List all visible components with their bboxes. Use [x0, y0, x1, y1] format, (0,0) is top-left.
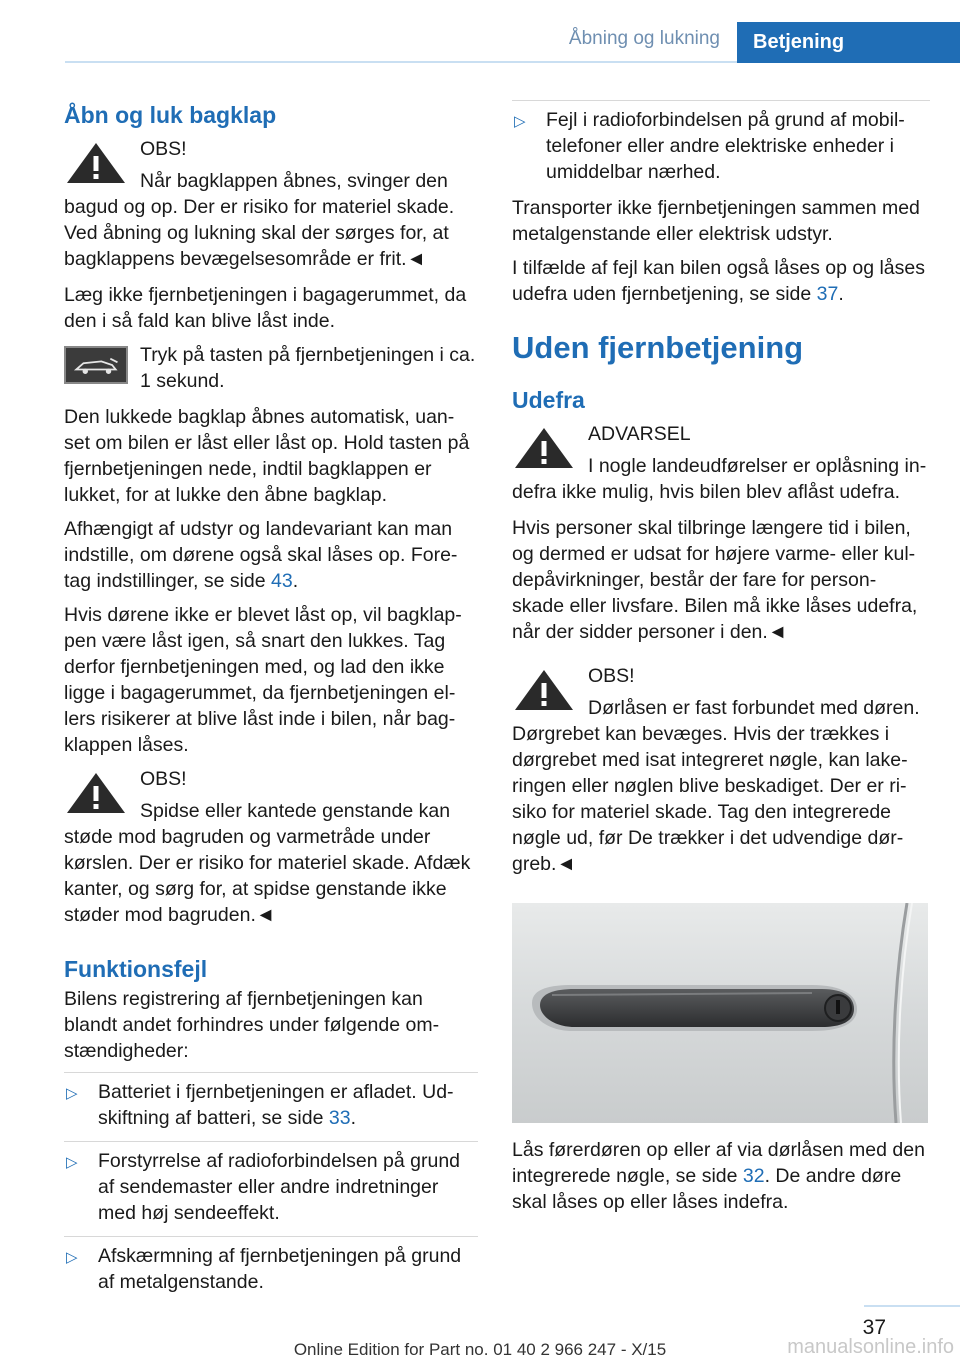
page-number: 37	[862, 1316, 886, 1339]
bullet-list	[64, 1072, 478, 1295]
paragraph: Læg ikke fjernbetjeningen i bagagerummet, da den i så fald kan blive låst inde.	[64, 284, 467, 332]
heading-udefra: Udefra	[512, 387, 585, 413]
paragraph: Afhængigt af udstyr og landevariant kan man indstille, om dørene også skal låses op. Fore‐ tag indstillinger, se side 43.	[64, 518, 458, 592]
bullet-triangle-icon: ▷	[66, 1085, 78, 1102]
warning-box	[512, 421, 930, 505]
notice-first-line: Dørlåsen er fast forbundet med døren.	[588, 697, 920, 719]
notice-title: OBS!	[588, 665, 635, 687]
left-column	[64, 100, 478, 1305]
list-item: ▷ Afskærmning af fjernbetjeningen på grund af metalgenstande.	[64, 1236, 478, 1295]
list-item: ▷ Fejl i radioforbindelsen på grund af mobil‐ telefoner eller andre elektriske enheder i umiddelbar nærhed.	[512, 100, 930, 185]
paragraph: Transporter ikke fjernbetjeningen sammen med metalgenstande eller elektrisk udstyr.	[512, 197, 920, 245]
door-handle-image	[512, 903, 928, 1123]
bullet-list	[512, 100, 930, 185]
notice-title: OBS!	[140, 768, 187, 790]
warning-title: ADVARSEL	[588, 423, 691, 445]
paragraph: Hvis dørene ikke er blevet låst op, vil bagklap‐ pen være låst igen, så snart den lukkes. Tag derfor fjernbetjeningen med, og lad den ikke ligge i bagagerummet, da fjernbetjeningen el‐ lers risikerer at blive låst inde i bilen, når bag‐ klappen låses.	[64, 604, 462, 756]
notice-box	[512, 663, 930, 877]
remote-instruction-text: Tryk på tasten på fjernbetjeningen i ca. 1 sekund.	[140, 344, 476, 392]
notice-box	[64, 136, 478, 272]
warning-text: defra ikke mulig, hvis bilen blev aflåst udefra.	[512, 481, 901, 503]
notice-text: Dørgrebet kan bevæges. Hvis der trækkes i dørgrebet med isat integreret nøgle, kan lake‐ ringen eller nøglen blive beskadiget. Der er ri‐ siko for materiel skade. Tag den integrerede nøgle ud, før De trækker i det udvendige dør‐ greb.◄	[512, 723, 908, 875]
warning-icon	[64, 770, 128, 816]
heading-uden-fjernbetjening: Uden fjernbetjening	[512, 330, 804, 365]
heading-bagklap: Åbn og luk bagklap	[64, 102, 277, 128]
bullet-triangle-icon: ▷	[66, 1154, 78, 1171]
warning-icon	[512, 667, 576, 713]
footer-edition: Online Edition for Part no. 01 40 2 966 247 - X/15	[293, 1340, 667, 1359]
bullet-triangle-icon: ▷	[514, 113, 526, 130]
paragraph: Den lukkede bagklap åbnes automatisk, uan‐ set om bilen er låst eller låst op. Hold tasten på fjernbetjeningen nede, indtil bagklappen er lukket, for at lukke den åbne bagklap.	[64, 406, 470, 506]
warning-first-line: I nogle landeudførelser er oplåsning in‐	[588, 455, 927, 477]
paragraph: Bilens registrering af fjernbetjeningen kan blandt andet forhindres under følgende om‐ stændigheder:	[64, 988, 440, 1062]
notice-title: OBS!	[140, 138, 187, 160]
paragraph: Hvis personer skal tilbringe længere tid i bilen, og dermed er udsat for højere varme- eller kul‐ depåvirkninger, består der fare for person‐ skade eller livsfare. Bilen må ikke låses udefra, når der sidder personer i den.◄	[512, 517, 918, 643]
header-section-title: Åbning og lukning	[568, 28, 720, 49]
right-column	[512, 100, 930, 1223]
footer-rule	[864, 1305, 960, 1307]
notice-text: støde mod bagruden og varmetråde under kørslen. Der er risiko for materiel skade. Afdæk kanter, og sørg for, at spidse genstande ikke støder mod bagruden.◄	[64, 826, 471, 926]
paragraph: I tilfælde af fejl kan bilen også låses op og låses udefra uden fjernbetjening, se side 37.	[512, 257, 925, 305]
list-item: ▷ Batteriet i fjernbetjeningen er afladet. Ud‐ skiftning af batteri, se side 33.	[64, 1072, 478, 1131]
watermark: manualsonline.info	[787, 1336, 954, 1358]
warning-icon	[512, 425, 576, 471]
bullet-triangle-icon: ▷	[66, 1249, 78, 1266]
warning-icon	[64, 140, 128, 186]
tailgate-button-icon	[64, 346, 128, 384]
remote-instruction	[64, 342, 478, 394]
page-link[interactable]: 33	[328, 1107, 351, 1129]
notice-first-line: Spidse eller kantede genstande kan	[140, 800, 451, 822]
notice-box	[64, 766, 478, 928]
page-link[interactable]: 32	[742, 1165, 765, 1187]
page-link[interactable]: 43	[271, 570, 293, 592]
notice-first-line: Når bagklappen åbnes, svinger den	[140, 170, 448, 192]
paragraph: Lås førerdøren op eller af via dørlåsen med den integrerede nøgle, se side 32. De andre døre skal låses op eller låses indefra.	[512, 1139, 925, 1213]
list-item: ▷ Forstyrrelse af radioforbindelsen på grund af sendemaster eller andre indretninger med høj sendeeffekt.	[64, 1141, 478, 1226]
header-chapter-tab[interactable]: Betjening	[737, 22, 960, 63]
notice-text: bagud og op. Der er risiko for materiel skade. Ved åbning og lukning skal der sørges for, at bagklappens bevægelsesområde er frit.◄	[64, 196, 455, 270]
page-link[interactable]: 37	[816, 283, 839, 305]
heading-funktionsfejl: Funktionsfejl	[64, 956, 208, 982]
